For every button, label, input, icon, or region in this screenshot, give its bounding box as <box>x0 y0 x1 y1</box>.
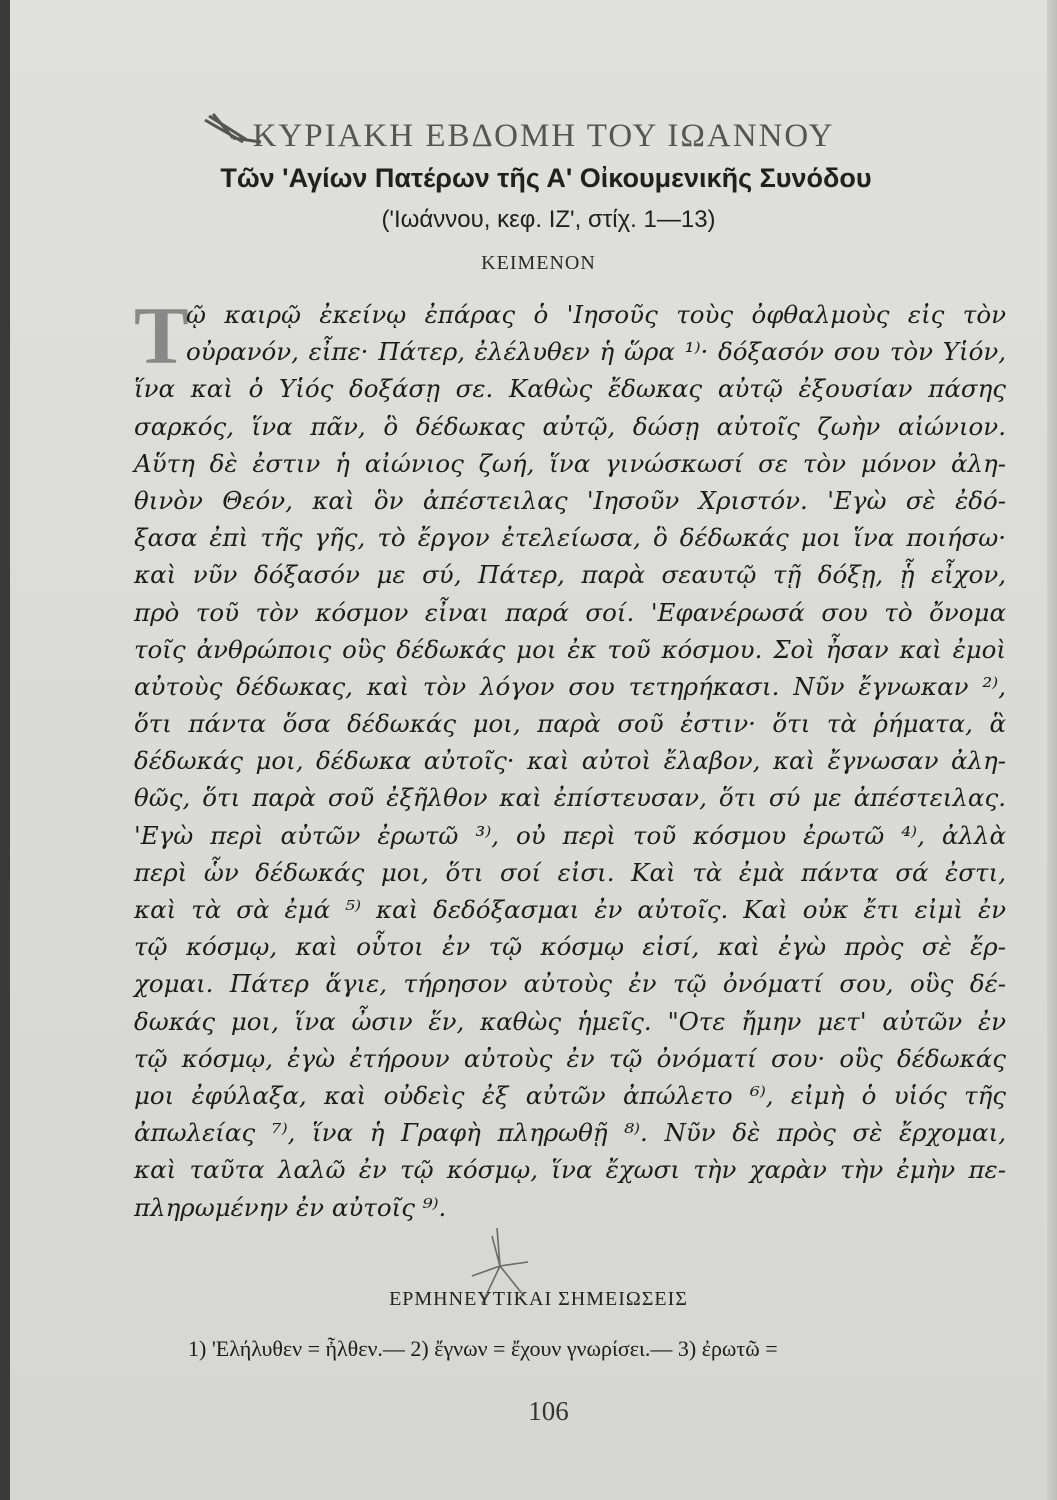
text-line: μοι ἐφύλαξα, καὶ οὐδεὶς ἐξ αὐτῶν ἀπώλετο ⁶⁾, εἰμὴ ὁ υἱός τῆς <box>134 1080 1006 1110</box>
text-line: ἵνα καὶ ὁ Υἱός δοξάσῃ σε. Καθὼς ἔδωκας αὐτῷ ἐξουσίαν πάσης <box>134 374 1006 404</box>
text-line: Αὕτη δὲ ἐστιν ἡ αἰώνιος ζωή, ἵνα γινώσκωσί σε τὸν μόνον ἀλη- <box>134 448 1006 478</box>
page-header <box>0 118 1057 275</box>
text-line: καὶ ταῦτα λαλῶ ἐν τῷ κόσμῳ, ἵνα ἔχωσι τὴν χαρὰν τὴν ἐμὴν πε- <box>134 1155 1006 1185</box>
text-line: καὶ τὰ σὰ ἐμά ⁵⁾ καὶ δεδόξασμαι ἐν αὐτοῖς. Καὶ οὐκ ἔτι εἰμὶ ἐν <box>134 895 1006 924</box>
page-title-wrapper <box>253 118 835 155</box>
scripture-reference: ('Ιωάννου, κεφ. ΙΖ', στίχ. 1—13) <box>381 206 716 233</box>
page-number: 106 <box>528 1396 569 1426</box>
text-line: θῶς, ὅτι παρὰ σοῦ ἐξῆλθον καὶ ἐπίστευσαν, ὅτι σύ με ἀπέστειλας. <box>134 783 1006 813</box>
text-line: καὶ νῦν δόξασόν με σύ, Πάτερ, παρὰ σεαυτῷ τῇ δόξῃ, ᾗ εἶχον, <box>134 560 1006 590</box>
notes-heading: ΕΡΜΗΝΕΥΤΙΚΑΙ ΣΗΜΕΙΩΣΕΙΣ <box>389 1288 688 1310</box>
text-line: τῷ κόσμῳ, ἐγὼ ἐτήρουν αὐτοὺς ἐν τῷ ὀνόματί σου· οὓς δέδωκάς <box>134 1043 1006 1073</box>
text-line: δέδωκάς μοι, δέδωκα αὐτοῖς· καὶ αὐτοὶ ἔλαβον, καὶ ἔγνωσαν ἀλη- <box>134 746 1006 776</box>
drop-cap: Τ <box>134 290 189 381</box>
text-line: οὐρανόν, εἶπε· Πάτερ, ἐλέλυθεν ἡ ὥρα ¹⁾· δόξασόν σου τὸν Υἱόν, <box>186 337 1006 367</box>
text-line: περὶ ὧν δέδωκάς μοι, ὅτι σοί εἰσι. Καὶ τὰ ἐμὰ πάντα σά ἐστι, <box>134 857 1006 887</box>
section-label: ΚΕΙΜΕΝΟΝ <box>481 252 596 274</box>
pen-mark-icon <box>203 112 263 152</box>
page-subtitle: Τῶν 'Αγίων Πατέρων τῆς Α' Οἰκουμενικῆς Συνόδου <box>220 163 872 193</box>
text-line: τοῖς ἀνθρώποις οὓς δέδωκάς μοι ἐκ τοῦ κόσμου. Σοὶ ἦσαν καὶ ἐμοὶ <box>134 634 1006 664</box>
text-line: αὐτοὺς δέδωκας, καὶ τὸν λόγον σου τετηρήκασι. Νῦν ἔγνωκαν ²⁾, <box>134 671 1006 701</box>
text-line: ῷ καιρῷ ἐκείνῳ ἐπάρας ὁ 'Ιησοῦς τοὺς ὀφθαλμοὺς εἰς τὸν <box>186 300 1006 329</box>
text-line: πρὸ τοῦ τὸν κόσμον εἶναι παρά σοί. 'Εφανέρωσά σου τὸ ὄνομα <box>134 597 1006 627</box>
text-line: 'Εγὼ περὶ αὐτῶν ἐρωτῶ ³⁾, οὐ περὶ τοῦ κόσμου ἐρωτῶ ⁴⁾, ἀλλὰ <box>134 820 1006 850</box>
text-line: πληρωμένην ἐν αὐτοῖς ⁹⁾. <box>134 1192 447 1222</box>
text-line: τῷ κόσμῳ, καὶ οὗτοι ἐν τῷ κόσμῳ εἰσί, καὶ ἐγὼ πρὸς σὲ ἔρ- <box>134 932 1006 962</box>
text-line: σαρκός, ἵνα πᾶν, ὃ δέδωκας αὐτῷ, δώσῃ αὐτοῖς ζωὴν αἰώνιον. <box>134 411 1006 441</box>
page-title: ΚΥΡΙΑΚΗ ΕΒΔΟΜΗ ΤΟΥ ΙΩΑΝΝΟΥ <box>252 118 835 154</box>
main-text <box>134 290 1006 1226</box>
text-line: δωκάς μοι, ἵνα ὦσιν ἕν, καθὼς ἡμεῖς. "Οτε ἤμην μετ' αὐτῶν ἐν <box>134 1006 1006 1036</box>
text-line: θινὸν Θεόν, καὶ ὃν ἀπέστειλας 'Ιησοῦν Χριστόν. 'Εγὼ σὲ ἐδό- <box>134 485 1006 515</box>
text-line: ξασα ἐπὶ τῆς γῆς, τὸ ἔργον ἐτελείωσα, ὃ δέδωκάς μοι ἵνα ποιήσω· <box>134 523 1006 553</box>
text-line: χομαι. Πάτερ ἅγιε, τήρησον αὐτοὺς ἐν τῷ ὀνόματί σου, οὓς δέ- <box>134 969 1006 999</box>
text-line: ὅτι πάντα ὅσα δέδωκάς μοι, παρὰ σοῦ ἐστιν· ὅτι τὰ ῥήματα, ἃ <box>134 709 1006 739</box>
text-line: ἀπωλείας ⁷⁾, ἵνα ἡ Γραφὴ πληρωθῇ ⁸⁾. Νῦν δὲ πρὸς σὲ ἔρχομαι, <box>134 1118 1006 1148</box>
footnote-line: 1) 'Ελήλυθεν = ἦλθεν.— 2) ἔγνων = ἔχουν γνωρίσει.— 3) ἐρωτῶ = <box>188 1336 778 1361</box>
